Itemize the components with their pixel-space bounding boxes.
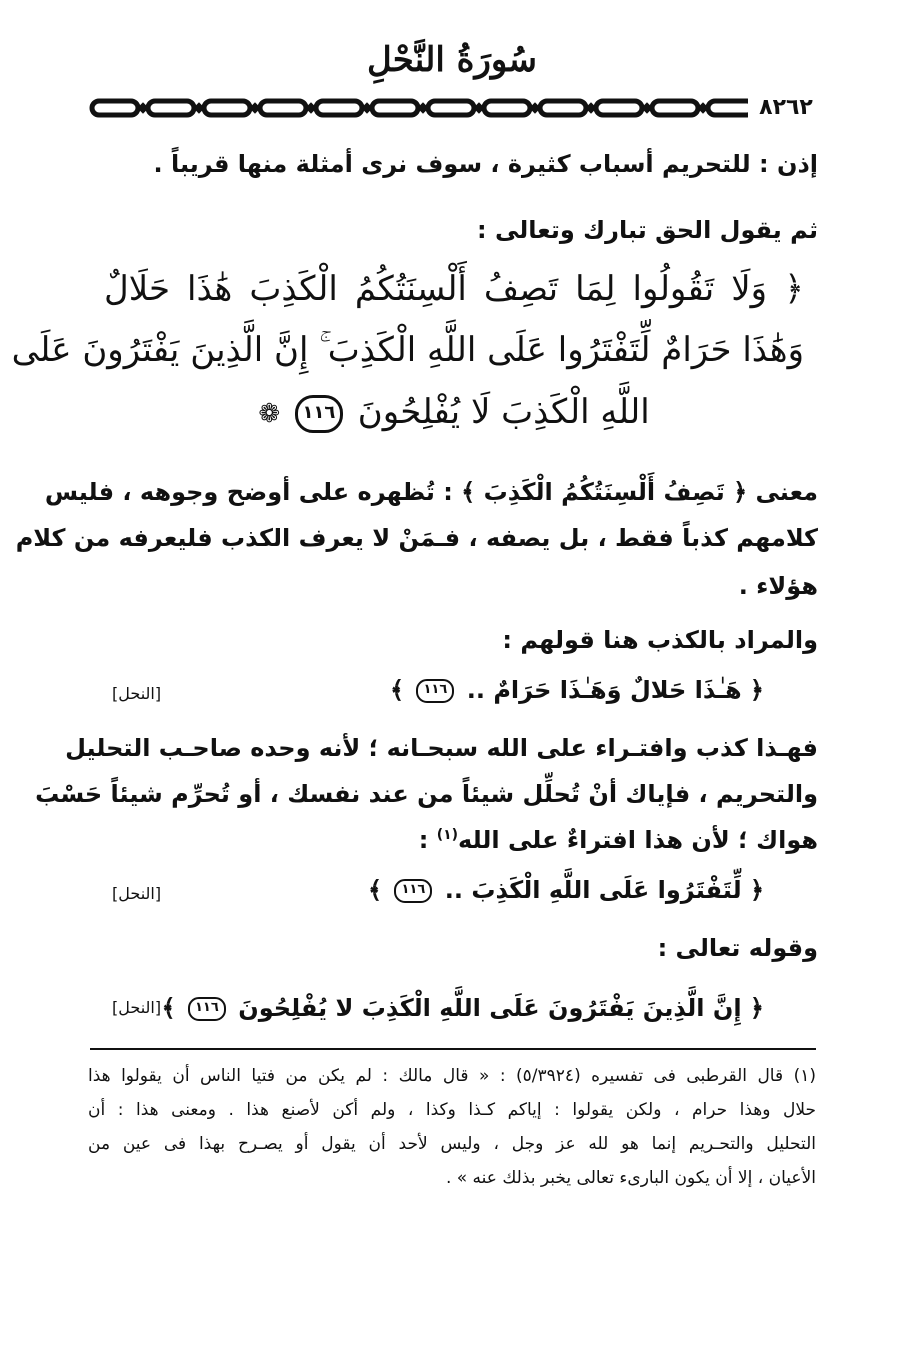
quran-line-3 <box>104 392 804 433</box>
chain-link <box>484 101 530 115</box>
footnote-marker: (١) <box>436 827 459 843</box>
quote-3-text: ﴿ إِنَّ الَّذِينَ يَفْتَرُونَ عَلَى اللَّهِ الْكَذِبَ لا يُفْلِحُونَ <box>238 994 764 1022</box>
chain-link <box>260 101 306 115</box>
quote-1 <box>390 676 764 704</box>
quran-line-2: وَهَٰذَا حَرَامٌ لِّتَفْتَرُوا عَلَى اللَّهِ الْكَذِبَ ۚ إِنَّ الَّذِينَ يَفْتَرُونَ عَلَى <box>11 330 804 370</box>
page-number: ٨٢٦٢ <box>748 92 824 124</box>
quote-1-reference: [النحل] <box>112 684 162 703</box>
para-2-line-3-end: : <box>418 826 437 854</box>
footnote-line-1: (١) قال القرطبى فى تفسيره (٥/٣٩٢٤) : « قال مالك : لم يكن من فتيا الناس أن يقولوا هذا <box>88 1066 816 1086</box>
para-2-line-3 <box>419 826 818 854</box>
footnote-line-4: الأعيان ، إلا أن يكون البارىء تعالى يخبر بذلك عنه » . <box>445 1168 816 1188</box>
quote-2-close: ﴾ <box>367 876 383 904</box>
chain-link <box>428 101 474 115</box>
quote-1-close: ﴾ <box>389 676 405 704</box>
para-1-line-1: معنى ﴿ تَصِفُ أَلْسِنَتُكُمُ الْكَذِبَ ﴾ : تُظهره على أوضح وجوهه ، فليس <box>44 478 818 506</box>
para-1-line-2: كلامهم كذباً فقط ، بل يصفه ، فـمَنْ لا يعرف الكذب فليعرفه من كلام <box>15 524 818 552</box>
quote-1-text: ﴿ هَـٰذَا حَلالٌ وَهَـٰذَا حَرَامٌ .. <box>466 676 764 704</box>
ornamental-border <box>88 92 856 124</box>
quote-2-verse-number: ١١٦ <box>394 879 432 903</box>
quote-3-intro-line: وقوله تعالى : <box>657 934 818 962</box>
flower-ornament-icon: ❁ <box>258 399 281 429</box>
quote-1-verse-number: ١١٦ <box>416 679 454 703</box>
meaning-intro-line: والمراد بالكذب هنا قولهم : <box>502 626 818 654</box>
surah-title: سُورَةُ النَّحْلِ <box>367 40 537 80</box>
para-2-line-3-text: هواك ؛ لأن هذا افتراءٌ على الله <box>458 826 818 854</box>
chain-link <box>652 101 698 115</box>
verse-intro-line: ثم يقول الحق تبارك وتعالى : <box>477 216 818 244</box>
chain-link <box>596 101 642 115</box>
chain-link <box>372 101 418 115</box>
quote-3-close: ﴾ <box>161 994 176 1022</box>
chain-link <box>148 101 194 115</box>
quote-3-verse-number: ١١٦ <box>188 997 226 1021</box>
chain-link <box>316 101 362 115</box>
quote-3 <box>161 994 764 1022</box>
chain-link <box>204 101 250 115</box>
quote-2 <box>368 876 764 904</box>
chain-link <box>92 101 138 115</box>
quran-line-3-text: اللَّهِ الْكَذِبَ لَا يُفْلِحُونَ <box>357 392 650 432</box>
quote-2-reference: [النحل] <box>112 884 162 903</box>
quran-line-1: ﴿ وَلَا تَقُولُوا لِمَا تَصِفُ أَلْسِنَتُكُمُ الْكَذِبَ هَٰذَا حَلَالٌ <box>104 269 804 309</box>
footnote-line-2: حلال وهذا حرام ، ولكن يقولوا : إياكم كـذا وكذا ، ولم أكن لأصنع هذا . ومعنى هذا : أن <box>88 1100 816 1120</box>
footnote-line-3: التحليل والتحـريم إنما هو لله عز وجل ، وليس لأحد أن يقول أو يصـرح بهذا فى عين من <box>88 1134 816 1154</box>
para-2-line-2: والتحريم ، فإياك أنْ تُحلِّل شيئاً من عند نفسك ، أو تُحرِّم شيئاً حَسْبَ <box>35 780 818 808</box>
quote-3-reference: [النحل] <box>112 998 162 1017</box>
quote-2-text: ﴿ لِّتَفْتَرُوا عَلَى اللَّهِ الْكَذِبَ .. <box>444 876 764 904</box>
footnote-divider <box>90 1048 816 1050</box>
intro-line: إذن : للتحريم أسباب كثيرة ، سوف نرى أمثلة منها قريباً . <box>153 150 818 178</box>
para-1-line-3: هؤلاء . <box>738 572 818 600</box>
para-2-line-1: فهـذا كذب وافتـراء على الله سبحـانه ؛ لأنه وحده صاحـب التحليل <box>65 734 818 762</box>
chain-link <box>540 101 586 115</box>
verse-number-badge: ١١٦ <box>295 395 343 433</box>
